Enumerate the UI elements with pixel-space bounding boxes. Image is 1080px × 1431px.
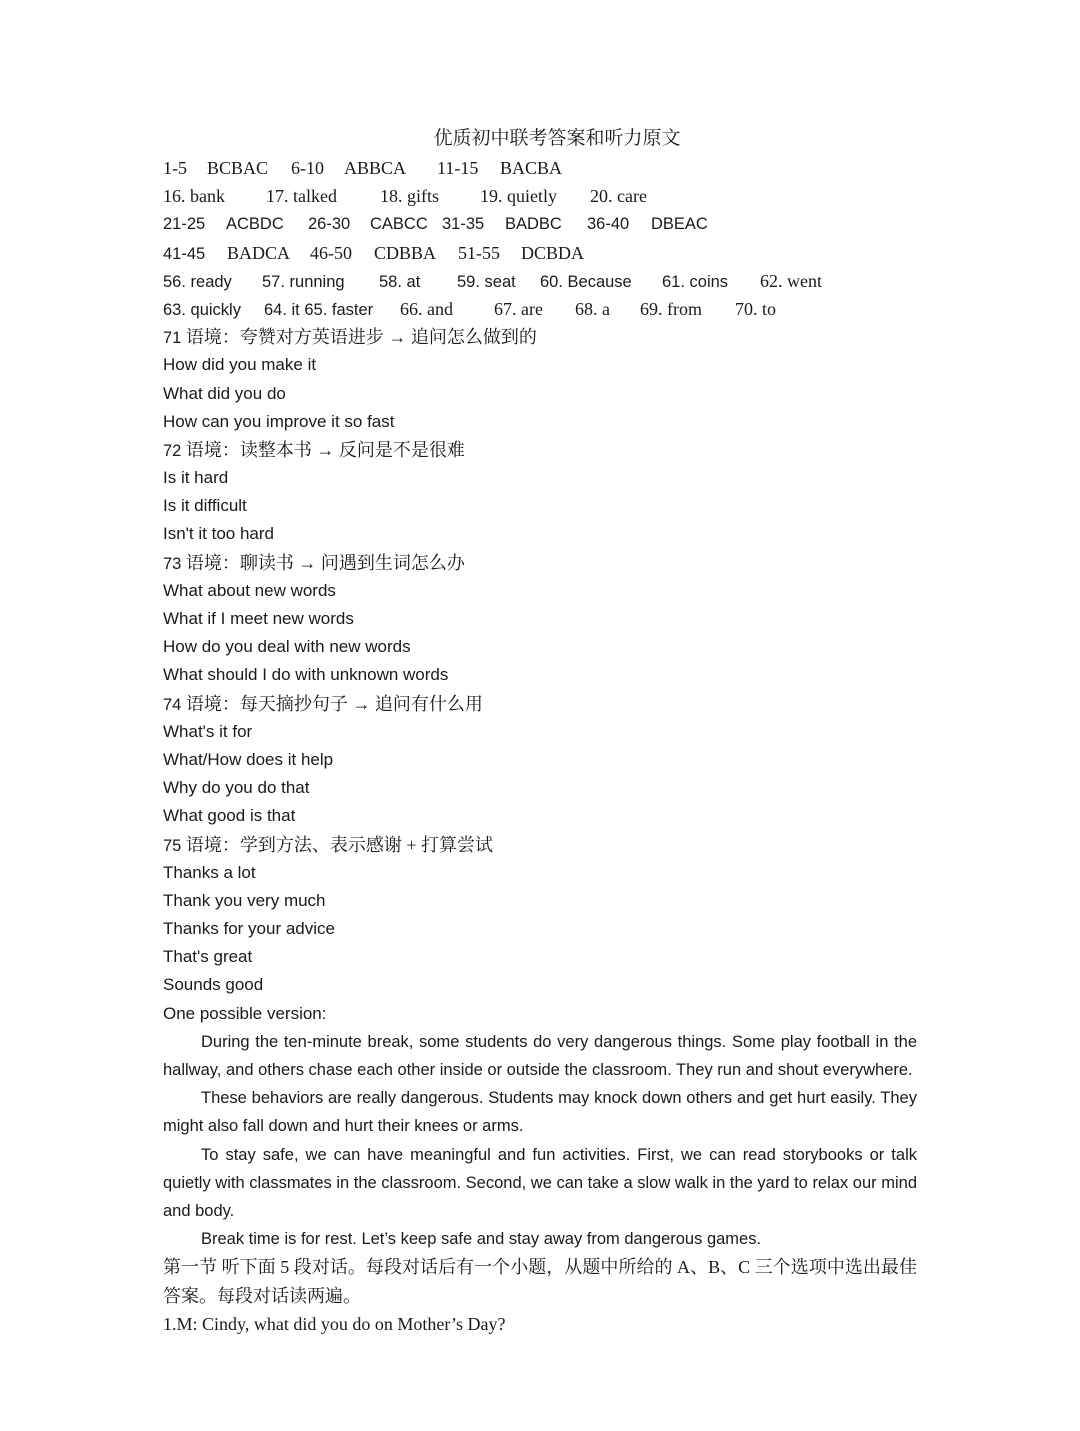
answer-item: BADCA: [227, 242, 291, 263]
phrase-line: Is it difficult: [163, 496, 247, 516]
answer-item: 6-10: [291, 158, 324, 178]
answer-item: 60. Because: [540, 272, 632, 291]
phrase-line: Thanks for your advice: [163, 919, 335, 939]
answer-row-5: [163, 267, 917, 295]
answer-item: 67. are: [494, 298, 543, 319]
context-heading-72: 72 语境：读整本书 → 反问是不是很难: [163, 439, 465, 460]
answer-row-3: [163, 210, 917, 238]
essay-paragraph: These behaviors are really dangerous. Students may knock down others and get hurt easily. They might also fall down and hurt their knees or arms.: [163, 1089, 917, 1136]
answer-item: 11-15: [437, 158, 479, 178]
phrase-line: Sounds good: [163, 975, 264, 995]
answer-item: 61. coins: [662, 272, 729, 291]
answer-item: 68. a: [575, 298, 610, 319]
answer-item: 17. talked: [266, 186, 337, 207]
essay-heading: One possible version:: [163, 1003, 327, 1023]
essay-paragraph: During the ten-minute break, some students do very dangerous things. Some play football in the hallway, and others chase each other inside or outside the classroom. They run and shout everywhere.: [163, 1032, 917, 1080]
context-heading-73: 73 语境：聊读书 → 问遇到生词怎么办: [163, 552, 465, 573]
listening-instruction: 第一节 听下面 5 段对话。每段对话后有一个小题，从题中所给的 A、B、C 三个选项中选出最佳答案。每段对话读两遍。: [163, 1257, 917, 1306]
answer-item: 59. seat: [457, 272, 516, 291]
answer-item: CDBBA: [374, 242, 437, 263]
document-page: [163, 124, 917, 1338]
answer-item: DCBDA: [521, 242, 585, 263]
phrase-line: That's great: [163, 947, 253, 967]
answer-item: CABCC: [370, 215, 428, 234]
phrase-line: How do you deal with new words: [163, 637, 411, 657]
context-heading-75: 75 语境：学到方法、表示感谢 + 打算尝试: [163, 834, 494, 855]
answer-item: 31-35: [442, 215, 485, 234]
answer-item: BACBA: [500, 158, 563, 178]
phrase-line: What's it for: [163, 721, 253, 741]
context-heading-71: 71 语境：夸赞对方英语进步 → 追问怎么做到的: [163, 327, 537, 348]
answer-item: 57. running: [262, 272, 345, 291]
phrase-line: Thank you very much: [163, 890, 326, 910]
phrase-line: What about new words: [163, 580, 336, 600]
answer-item: 36-40: [587, 215, 630, 234]
context-heading-74: 74 语境：每天摘抄句子 → 追问有什么用: [163, 693, 483, 714]
phrase-line: What should I do with unknown words: [163, 665, 449, 685]
page-title: 优质初中联考答案和听力原文: [433, 128, 681, 149]
listening-first-line: 1.M: Cindy, what did you do on Mother’s Day?: [163, 1313, 506, 1334]
answer-item: 58. at: [379, 272, 421, 291]
answer-row-6: [163, 295, 917, 323]
answer-item: 63. quickly: [163, 300, 241, 319]
essay-paragraph: To stay safe, we can have meaningful and fun activities. First, we can read storybooks or talk quietly with classmates in the classroom. Second, we can take a slow walk in the yard to relax our mind and body.: [163, 1145, 917, 1221]
answer-item: 66. and: [400, 298, 453, 319]
phrase-line: What if I meet new words: [163, 609, 354, 628]
answer-item: 46-50: [310, 242, 352, 263]
answer-item: ABBCA: [344, 158, 407, 178]
answer-row-1: [163, 154, 917, 182]
phrase-line: What did you do: [163, 383, 286, 403]
answer-item: ACBDC: [226, 215, 284, 234]
answer-item: 56. ready: [163, 272, 232, 291]
answer-item: 20. care: [590, 186, 647, 207]
answer-item: DBEAC: [651, 215, 708, 234]
phrase-line: Thanks a lot: [163, 862, 256, 882]
answer-item: 16. bank: [163, 186, 225, 207]
answer-item: 62. went: [760, 270, 822, 291]
answer-item: 41-45: [163, 244, 206, 263]
answer-item: 19. quietly: [480, 186, 557, 207]
phrase-line: Is it hard: [163, 468, 229, 488]
answer-item: 69. from: [640, 298, 702, 319]
phrase-line: How can you improve it so fast: [163, 411, 395, 431]
answer-item: 21-25: [163, 215, 206, 234]
answer-item: 26-30: [308, 215, 351, 234]
answer-item: BCBAC: [207, 158, 269, 178]
phrase-line: Why do you do that: [163, 778, 310, 798]
answer-item: BADBC: [505, 215, 562, 234]
phrase-line: What/How does it help: [163, 749, 334, 769]
answer-item: 64. it 65. faster: [264, 300, 374, 319]
phrase-line: Isn't it too hard: [163, 524, 274, 544]
answer-row-4: [163, 239, 917, 267]
answer-item: 51-55: [458, 242, 500, 263]
answer-item: 18. gifts: [380, 186, 440, 207]
phrase-line: How did you make it: [163, 355, 317, 375]
answer-item: 70. to: [735, 298, 777, 319]
answer-row-2: [163, 182, 917, 210]
essay-paragraph: Break time is for rest. Let’s keep safe and stay away from dangerous games.: [201, 1230, 762, 1249]
answer-item: 1-5: [163, 158, 187, 178]
phrase-line: What good is that: [163, 806, 296, 826]
